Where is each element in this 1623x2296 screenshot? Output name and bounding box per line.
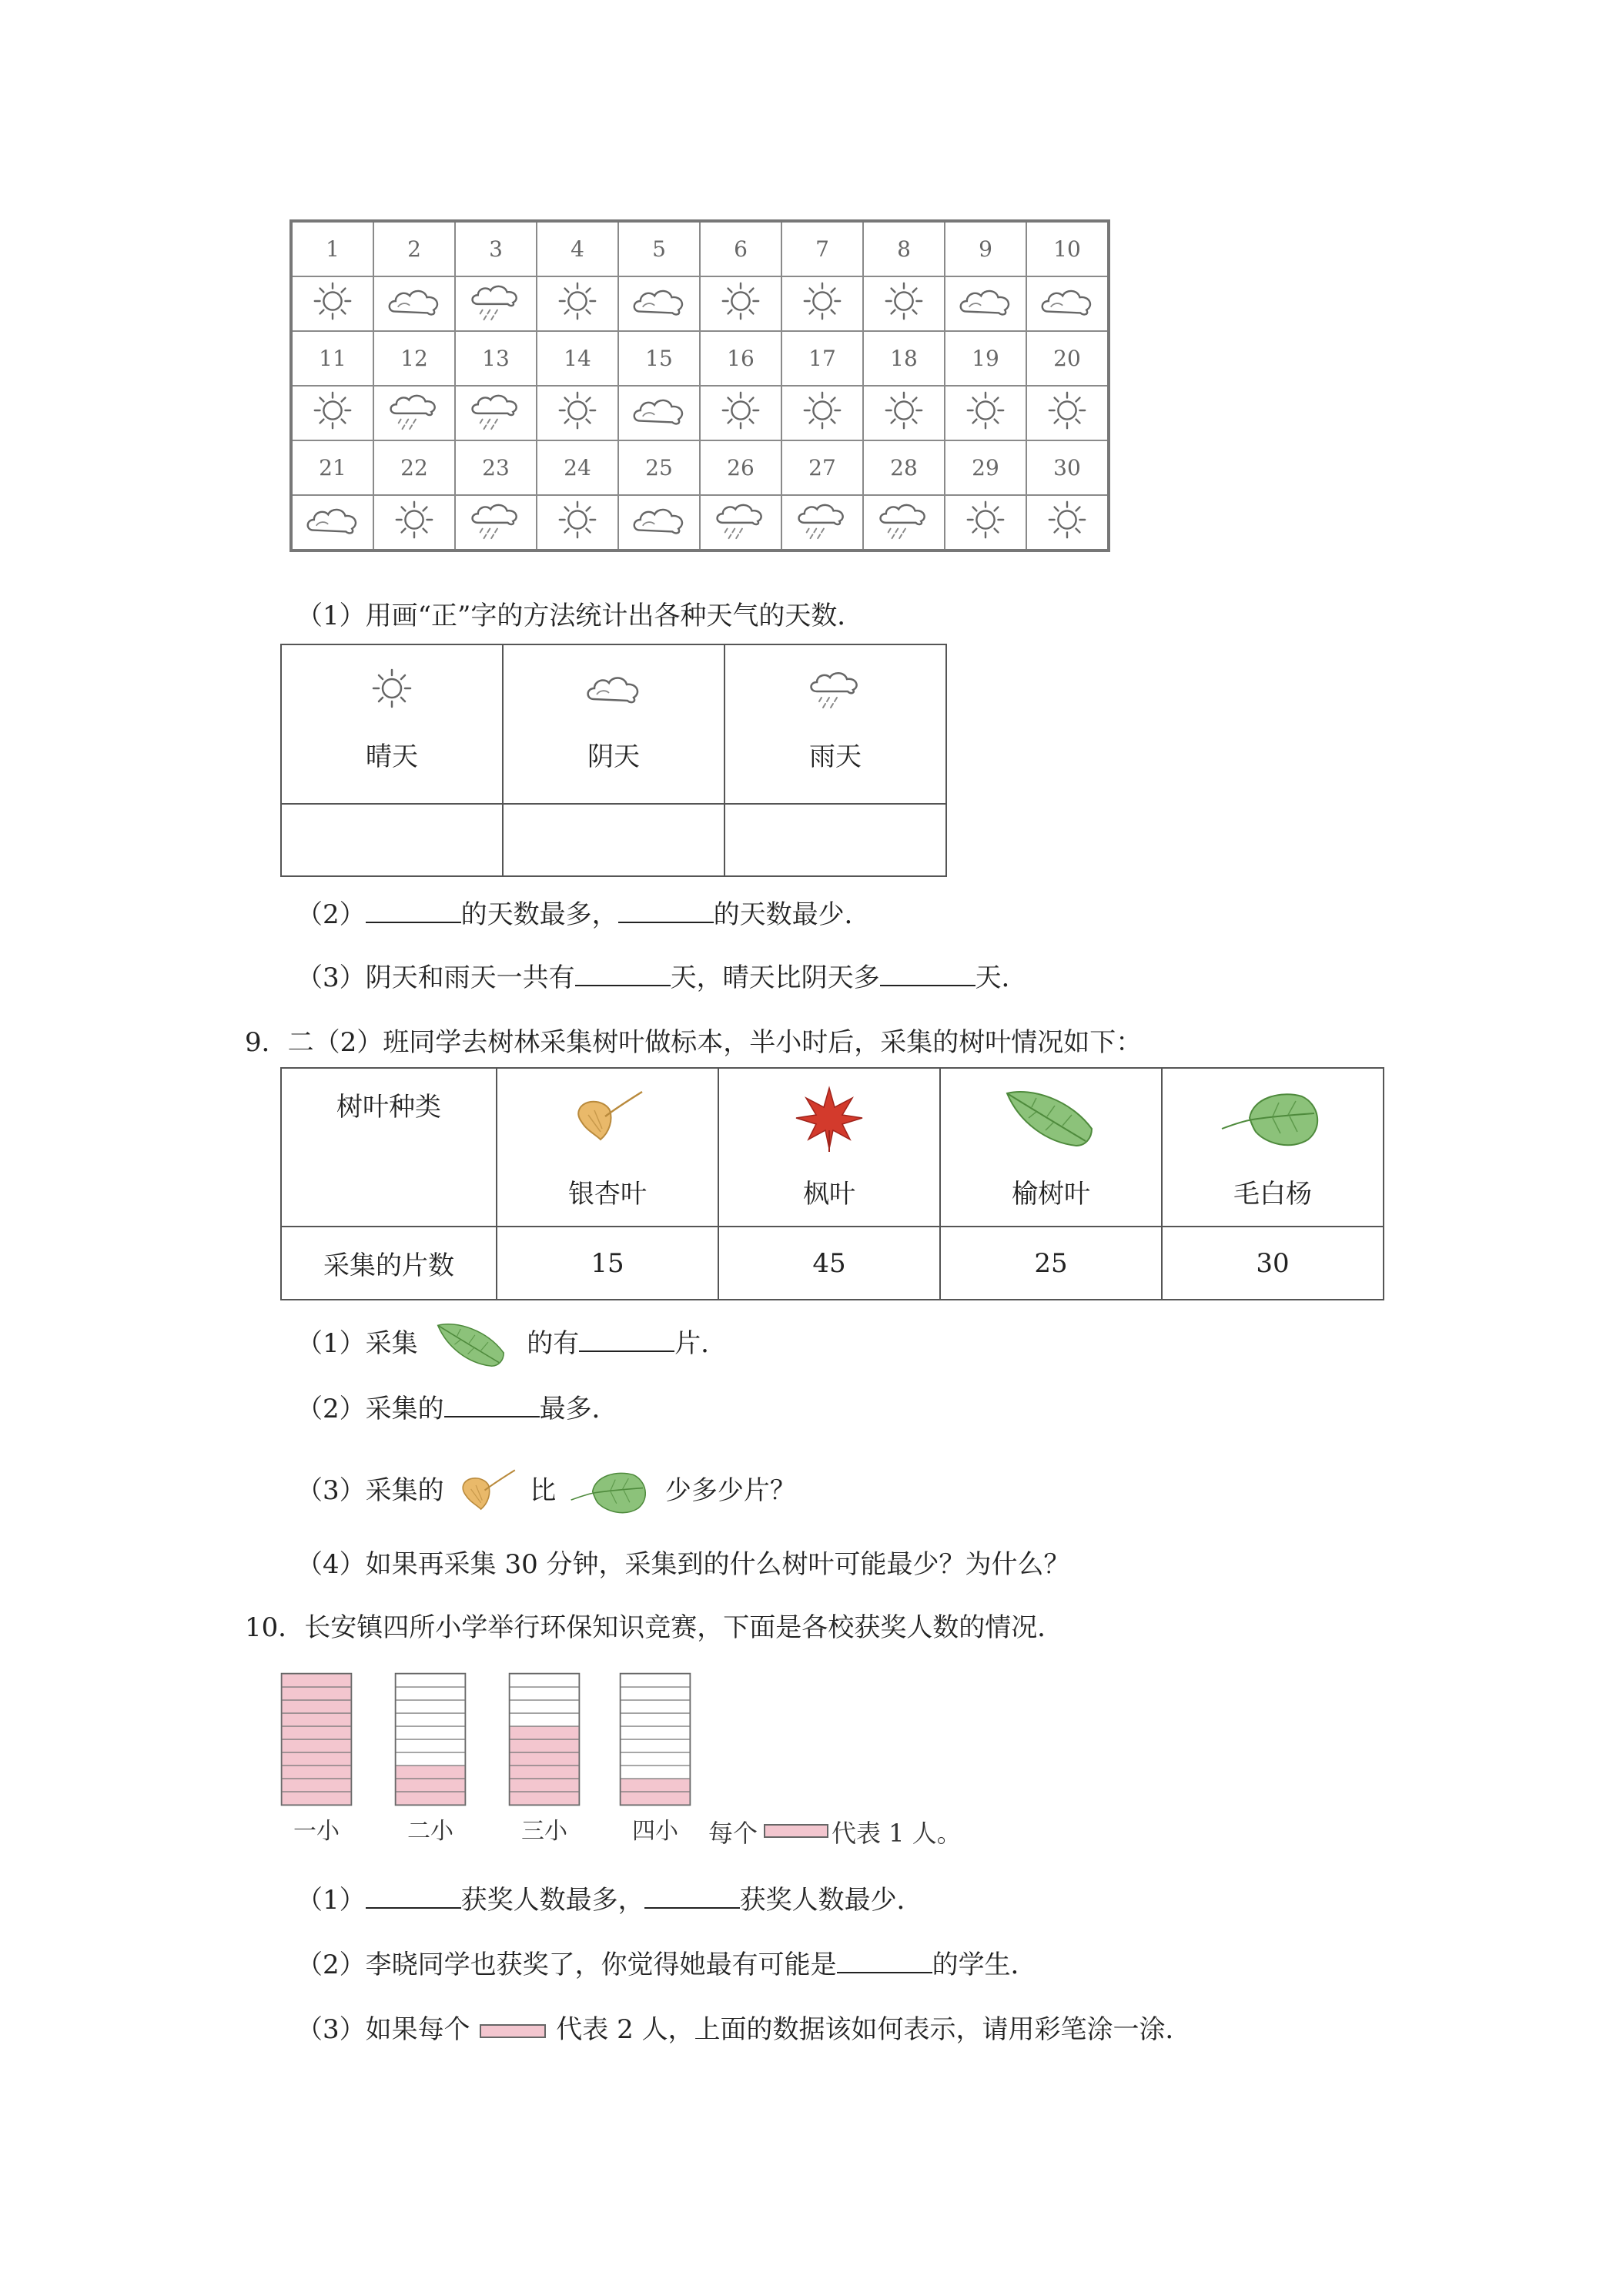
- q9-part4: （4）如果再采集 30 分钟，采集到的什么树叶可能最少？为什么？: [296, 1549, 1070, 1580]
- stats-answer-rainy[interactable]: [724, 804, 946, 876]
- calendar-weather-row: [291, 495, 1109, 551]
- bar-segment-filled: [282, 1726, 351, 1739]
- calendar-day-number: 12: [373, 331, 455, 386]
- calendar-weather-row: [291, 276, 1109, 331]
- q9-part2: （2）采集的 最多．: [296, 1394, 618, 1424]
- answer-blank[interactable]: [837, 1949, 932, 1973]
- stats-header-cloudy: [503, 644, 724, 804]
- q10-part1: （1） 获奖人数最多， 获奖人数最少．: [296, 1885, 923, 1916]
- calendar-weather-cell: [618, 495, 700, 551]
- bar-segment-filled: [282, 1739, 351, 1752]
- sun-icon: [882, 388, 926, 433]
- calendar-weather-cell: [537, 386, 618, 440]
- calendar-day-number: 1: [291, 221, 373, 276]
- bar-segment-empty: [621, 1766, 690, 1779]
- answer-blank[interactable]: [366, 899, 461, 923]
- calendar-day-number: 20: [1026, 331, 1109, 386]
- bar-segment-empty: [396, 1739, 465, 1752]
- bar-segment-empty: [396, 1726, 465, 1739]
- bar-segment-filled: [282, 1700, 351, 1713]
- ginkgo-leaf-icon: [452, 1461, 521, 1523]
- stats-header-sunny: [281, 644, 503, 804]
- rain-icon: [805, 665, 866, 711]
- sun-icon: [1045, 388, 1089, 433]
- calendar-weather-cell: [781, 276, 863, 331]
- bar-segment-filled: [282, 1792, 351, 1805]
- bar-segment-filled: [282, 1687, 351, 1700]
- bar-segment-empty: [621, 1700, 690, 1713]
- calendar-weather-cell: [455, 276, 537, 331]
- calendar-weather-cell: [618, 276, 700, 331]
- calendar-day-number: 30: [1026, 440, 1109, 495]
- calendar-weather-cell: [863, 276, 945, 331]
- leaf-count-ginkgo: 15: [497, 1227, 718, 1300]
- calendar-weather-cell: [455, 495, 537, 551]
- bar-segment-filled: [510, 1739, 579, 1752]
- calendar-weather-cell: [781, 386, 863, 440]
- sun-icon: [310, 388, 355, 433]
- sun-icon: [555, 497, 600, 542]
- q8-part1: （1）用画“正”字的方法统计出各种天气的天数．: [296, 601, 864, 631]
- bar-category-label: 二小: [407, 1818, 453, 1845]
- calendar-day-number: 26: [700, 440, 781, 495]
- sun-icon: [882, 279, 926, 323]
- calendar-day-number: 16: [700, 331, 781, 386]
- answer-blank[interactable]: [444, 1393, 540, 1417]
- stats-label-cloudy: 阴天: [587, 741, 640, 772]
- sun-icon: [800, 279, 845, 323]
- calendar-day-number: 23: [455, 440, 537, 495]
- calendar-day-number: 11: [291, 331, 373, 386]
- ginkgo-leaf-icon: [565, 1084, 650, 1153]
- sun-icon: [718, 279, 763, 323]
- legend-unit-swatch: [765, 1825, 828, 1837]
- sun-icon: [1045, 497, 1089, 542]
- calendar-day-number: 19: [945, 331, 1026, 386]
- bar-segment-empty: [396, 1713, 465, 1726]
- cloud-icon: [955, 279, 1016, 323]
- rain-icon: [383, 388, 445, 433]
- bar-category-label: 一小: [293, 1818, 340, 1845]
- bar-segment-filled: [282, 1766, 351, 1779]
- leaf-count-poplar: 30: [1162, 1227, 1384, 1300]
- maple-leaf-icon: [787, 1084, 872, 1153]
- bar-segment-filled: [510, 1779, 579, 1792]
- rain-icon: [465, 497, 527, 542]
- bar-segment-filled: [510, 1726, 579, 1739]
- calendar-weather-cell: [373, 495, 455, 551]
- calendar-day-number: 10: [1026, 221, 1109, 276]
- calendar-weather-cell: [455, 386, 537, 440]
- rain-icon: [465, 388, 527, 433]
- bar-segment-filled: [396, 1766, 465, 1779]
- calendar-day-number: 9: [945, 221, 1026, 276]
- elm-leaf-icon: [1001, 1084, 1101, 1153]
- calendar-weather-row: [291, 386, 1109, 440]
- sun-icon: [310, 279, 355, 323]
- cloud-icon: [383, 279, 445, 323]
- calendar-weather-cell: [700, 276, 781, 331]
- calendar-day-number: 5: [618, 221, 700, 276]
- bar-segment-filled: [282, 1779, 351, 1792]
- rain-icon: [710, 497, 771, 542]
- q8-part2: （2） 的天数最多， 的天数最少．: [296, 899, 871, 930]
- bar-segment-filled: [282, 1674, 351, 1687]
- calendar-day-number: 15: [618, 331, 700, 386]
- answer-blank[interactable]: [366, 1884, 461, 1909]
- sun-icon: [369, 665, 415, 711]
- leaf-cell-poplar: 毛白杨: [1162, 1068, 1384, 1227]
- calendar-day-number: 25: [618, 440, 700, 495]
- bar-segment-filled: [510, 1752, 579, 1766]
- cloud-icon: [628, 388, 690, 433]
- q9-title: 9．二（2）班同学去树林采集树叶做标本，半小时后，采集的树叶情况如下：: [245, 1027, 1143, 1058]
- rain-icon: [465, 279, 527, 323]
- weather-stats-table: [280, 644, 947, 877]
- q10-part3: （3）如果每个 代表 2 人，上面的数据该如何表示，请用彩笔涂一涂．: [296, 2014, 1192, 2045]
- bar-segment-empty: [510, 1700, 579, 1713]
- chart-legend-text-2: 代表 1 人。: [832, 1819, 962, 1848]
- calendar-day-number: 27: [781, 440, 863, 495]
- calendar-weather-cell: [373, 386, 455, 440]
- calendar-day-number: 21: [291, 440, 373, 495]
- sun-icon: [555, 279, 600, 323]
- bar-category-label: 三小: [521, 1818, 567, 1845]
- calendar-weather-cell: [863, 386, 945, 440]
- poplar-leaf-icon: [564, 1465, 657, 1519]
- calendar-day-number: 18: [863, 331, 945, 386]
- bar-segment-empty: [621, 1713, 690, 1726]
- bar-segment-filled: [510, 1766, 579, 1779]
- bar-segment-empty: [510, 1713, 579, 1726]
- bar-segment-filled: [621, 1792, 690, 1805]
- sun-icon: [963, 497, 1008, 542]
- calendar-day-number: 29: [945, 440, 1026, 495]
- sun-icon: [800, 388, 845, 433]
- answer-blank[interactable]: [575, 962, 671, 986]
- answer-blank[interactable]: [618, 899, 714, 923]
- calendar-weather-cell: [1026, 386, 1109, 440]
- calendar-weather-cell: [537, 495, 618, 551]
- calendar-weather-cell: [700, 386, 781, 440]
- calendar-day-number: 8: [863, 221, 945, 276]
- calendar-day-number: 22: [373, 440, 455, 495]
- sun-icon: [555, 388, 600, 433]
- chart-legend-text: 每个: [708, 1819, 758, 1848]
- cloud-icon: [583, 665, 644, 711]
- answer-blank[interactable]: [644, 1884, 740, 1909]
- bar-segment-empty: [396, 1752, 465, 1766]
- calendar-weather-cell: [291, 386, 373, 440]
- calendar-day-number: 17: [781, 331, 863, 386]
- leaf-count-elm: 25: [940, 1227, 1162, 1300]
- answer-blank[interactable]: [880, 962, 975, 986]
- calendar-day-number: 3: [455, 221, 537, 276]
- calendar-weather-cell: [781, 495, 863, 551]
- cloud-icon: [1036, 279, 1098, 323]
- bar-segment-empty: [510, 1674, 579, 1687]
- cloud-icon: [628, 279, 690, 323]
- bar-segment-empty: [396, 1700, 465, 1713]
- leaf-cell-maple: 枫叶: [718, 1068, 940, 1227]
- calendar-day-number: 2: [373, 221, 455, 276]
- calendar-weather-cell: [291, 495, 373, 551]
- bar-segment-filled: [510, 1792, 579, 1805]
- stats-answer-cloudy[interactable]: [503, 804, 724, 876]
- calendar-weather-cell: [945, 495, 1026, 551]
- bar-segment-empty: [510, 1687, 579, 1700]
- q10-title: 10．长安镇四所小学举行环保知识竞赛，下面是各校获奖人数的情况．: [245, 1612, 1064, 1643]
- q9-part3: （3）采集的 比 少多少片？: [296, 1461, 796, 1523]
- calendar-day-number: 4: [537, 221, 618, 276]
- leaves-header-count: 采集的片数: [281, 1227, 497, 1300]
- leaf-count-maple: 45: [718, 1227, 940, 1300]
- award-bar-chart: [277, 1671, 986, 1856]
- bar-segment-filled: [621, 1779, 690, 1792]
- q8-part3: （3）阴天和雨天一共有 天，晴天比阴天多 天．: [296, 962, 1028, 993]
- calendar-day-number: 28: [863, 440, 945, 495]
- sun-icon: [392, 497, 437, 542]
- calendar-day-row: [291, 221, 1109, 276]
- poplar-leaf-icon: [1219, 1084, 1327, 1153]
- calendar-weather-cell: [373, 276, 455, 331]
- calendar-weather-cell: [945, 276, 1026, 331]
- calendar-day-number: 6: [700, 221, 781, 276]
- stats-label-rainy: 雨天: [809, 741, 862, 772]
- elm-leaf-icon: [426, 1318, 518, 1372]
- unit-bar-icon: [478, 2022, 547, 2040]
- leaves-header-type: 树叶种类: [281, 1068, 497, 1227]
- calendar-day-row: [291, 331, 1109, 386]
- calendar-day-number: 24: [537, 440, 618, 495]
- calendar-weather-cell: [537, 276, 618, 331]
- bar-segment-empty: [621, 1687, 690, 1700]
- bar-category-label: 四小: [632, 1818, 678, 1845]
- stats-header-rainy: [724, 644, 946, 804]
- leaf-cell-elm: 榆树叶: [940, 1068, 1162, 1227]
- answer-blank[interactable]: [579, 1327, 674, 1352]
- rain-icon: [791, 497, 853, 542]
- bar-segment-filled: [282, 1752, 351, 1766]
- bar-segment-empty: [396, 1674, 465, 1687]
- calendar-day-number: 13: [455, 331, 537, 386]
- q9-part1: （1）采集 的有 片．: [296, 1318, 727, 1372]
- weather-calendar: [289, 219, 1110, 552]
- calendar-weather-cell: [700, 495, 781, 551]
- bar-segment-empty: [621, 1752, 690, 1766]
- stats-answer-sunny[interactable]: [281, 804, 503, 876]
- bar-segment-empty: [621, 1739, 690, 1752]
- sun-icon: [718, 388, 763, 433]
- bar-segment-filled: [282, 1713, 351, 1726]
- cloud-icon: [628, 497, 690, 542]
- calendar-day-number: 14: [537, 331, 618, 386]
- calendar-weather-cell: [618, 386, 700, 440]
- sun-icon: [963, 388, 1008, 433]
- calendar-weather-cell: [1026, 495, 1109, 551]
- bar-segment-filled: [396, 1779, 465, 1792]
- q10-part2: （2）李晓同学也获奖了，你觉得她最有可能是 的学生．: [296, 1950, 1037, 1980]
- bar-segment-empty: [621, 1726, 690, 1739]
- stats-label-sunny: 晴天: [366, 741, 418, 772]
- calendar-weather-cell: [863, 495, 945, 551]
- rain-icon: [873, 497, 935, 542]
- leaves-table: [280, 1067, 1384, 1300]
- calendar-day-row: [291, 440, 1109, 495]
- bar-segment-empty: [396, 1687, 465, 1700]
- leaf-cell-ginkgo: 银杏叶: [497, 1068, 718, 1227]
- calendar-day-number: 7: [781, 221, 863, 276]
- calendar-weather-cell: [1026, 276, 1109, 331]
- cloud-icon: [302, 497, 363, 542]
- bar-segment-filled: [396, 1792, 465, 1805]
- calendar-weather-cell: [945, 386, 1026, 440]
- calendar-weather-cell: [291, 276, 373, 331]
- bar-segment-empty: [621, 1674, 690, 1687]
